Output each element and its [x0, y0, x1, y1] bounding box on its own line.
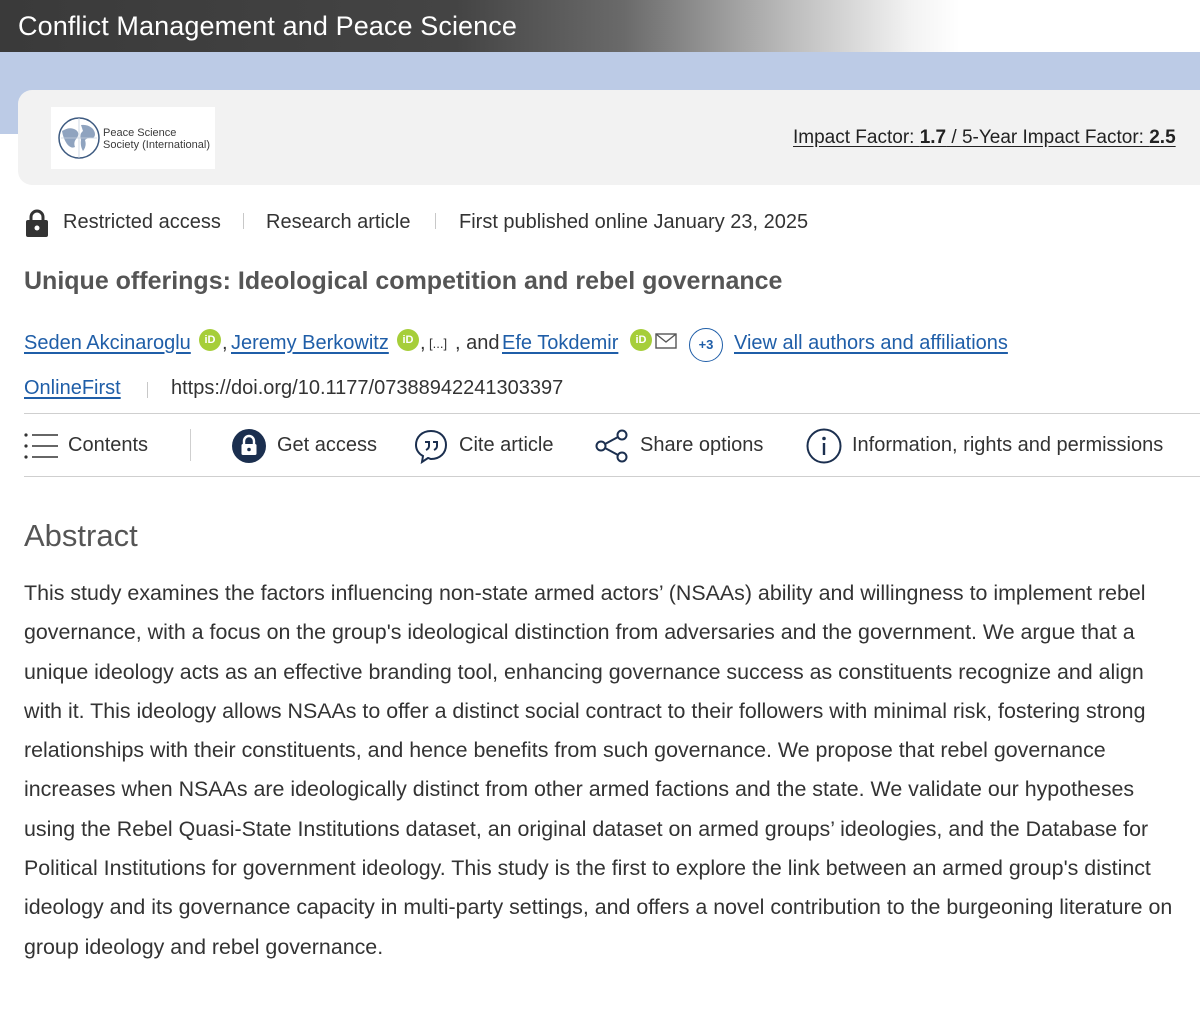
orcid-icon[interactable]: iD	[199, 329, 221, 351]
author-separator: ,	[420, 332, 426, 354]
share-options-button[interactable]	[594, 414, 774, 478]
author-link[interactable]: Efe Tokdemir	[502, 332, 619, 354]
share-icon	[594, 428, 630, 464]
get-access-button[interactable]	[231, 414, 391, 478]
online-first-link[interactable]: OnlineFirst	[24, 377, 121, 399]
cite-article-button[interactable]	[413, 414, 563, 478]
list-icon	[24, 433, 58, 459]
journal-header-bar	[0, 0, 1200, 58]
article-toolbar	[24, 413, 1200, 477]
lock-icon	[24, 208, 50, 238]
author-separator: , and	[455, 332, 500, 354]
doi-text[interactable]: https://doi.org/10.1177/07388942241303397	[171, 377, 564, 399]
article-type: Research article	[266, 211, 411, 233]
orcid-icon[interactable]: iD	[397, 329, 419, 351]
more-authors-badge[interactable]: +3	[689, 328, 723, 362]
authors-ellipsis[interactable]: [...]	[429, 336, 448, 351]
quote-icon	[413, 428, 449, 464]
globe-icon	[57, 116, 101, 160]
meta-divider	[147, 382, 148, 398]
information-rights-button[interactable]	[806, 414, 1200, 478]
meta-divider	[243, 213, 244, 229]
journal-title[interactable]: Conflict Management and Peace Science	[18, 11, 517, 41]
society-logo[interactable]	[51, 107, 215, 169]
meta-divider	[435, 213, 436, 229]
view-all-authors-link[interactable]: View all authors and affiliations	[734, 332, 1008, 354]
mail-icon[interactable]	[655, 333, 677, 349]
article-title: Unique offerings: Ideological competition and rebel governance	[24, 267, 783, 295]
lock-circle-icon	[231, 428, 267, 464]
toolbar-divider	[190, 429, 191, 461]
society-logo-text: Peace Science Society (International)	[103, 127, 210, 151]
get-access-label: Get access	[277, 434, 378, 456]
contents-button[interactable]	[24, 414, 174, 478]
access-status: Restricted access	[63, 211, 221, 233]
author-link[interactable]: Jeremy Berkowitz	[231, 332, 389, 354]
impact-factor[interactable]: Impact Factor: 1.7 / 5-Year Impact Factor: 2.5	[793, 127, 1176, 148]
author-link[interactable]: Seden Akcinaroglu	[24, 332, 191, 354]
share-options-label: Share options	[640, 434, 764, 456]
orcid-icon[interactable]: iD	[630, 329, 652, 351]
author-separator: ,	[222, 332, 228, 354]
abstract-text: This study examines the factors influencing non-state armed actors’ (NSAAs) ability and willingness to implement rebel governance, with a focus on the group's ideological distinction from adversaries and the government. We argue that a unique ideology acts as an effective branding tool, enhancing governance success as constituents recognize and align with it. This ideology allows NSAAs to offer a distinct social contract to their followers with minimal risk, fostering strong relationships with their constituents, and hence benefits from such governance. We propose that rebel governance increases when NSAAs are ideologically distinct from other armed factions and the state. We validate our hypotheses using the Rebel Quasi-State Institutions dataset, an original dataset on armed groups’ ideologies, and the Database for Political Institutions for government ideology. This study is the first to explore the link between an armed group's distinct ideology and its governance capacity in multi-party settings, and offers a novel contribution to the burgeoning literature on group ideology and rebel governance.	[24, 581, 1173, 959]
contents-label: Contents	[68, 434, 149, 456]
society-banner	[18, 90, 1200, 185]
published-date: First published online January 23, 2025	[459, 211, 809, 233]
cite-article-label: Cite article	[459, 434, 554, 456]
information-rights-label: Information, rights and permissions	[852, 434, 1164, 456]
abstract-heading: Abstract	[24, 518, 138, 553]
info-icon	[806, 428, 842, 464]
